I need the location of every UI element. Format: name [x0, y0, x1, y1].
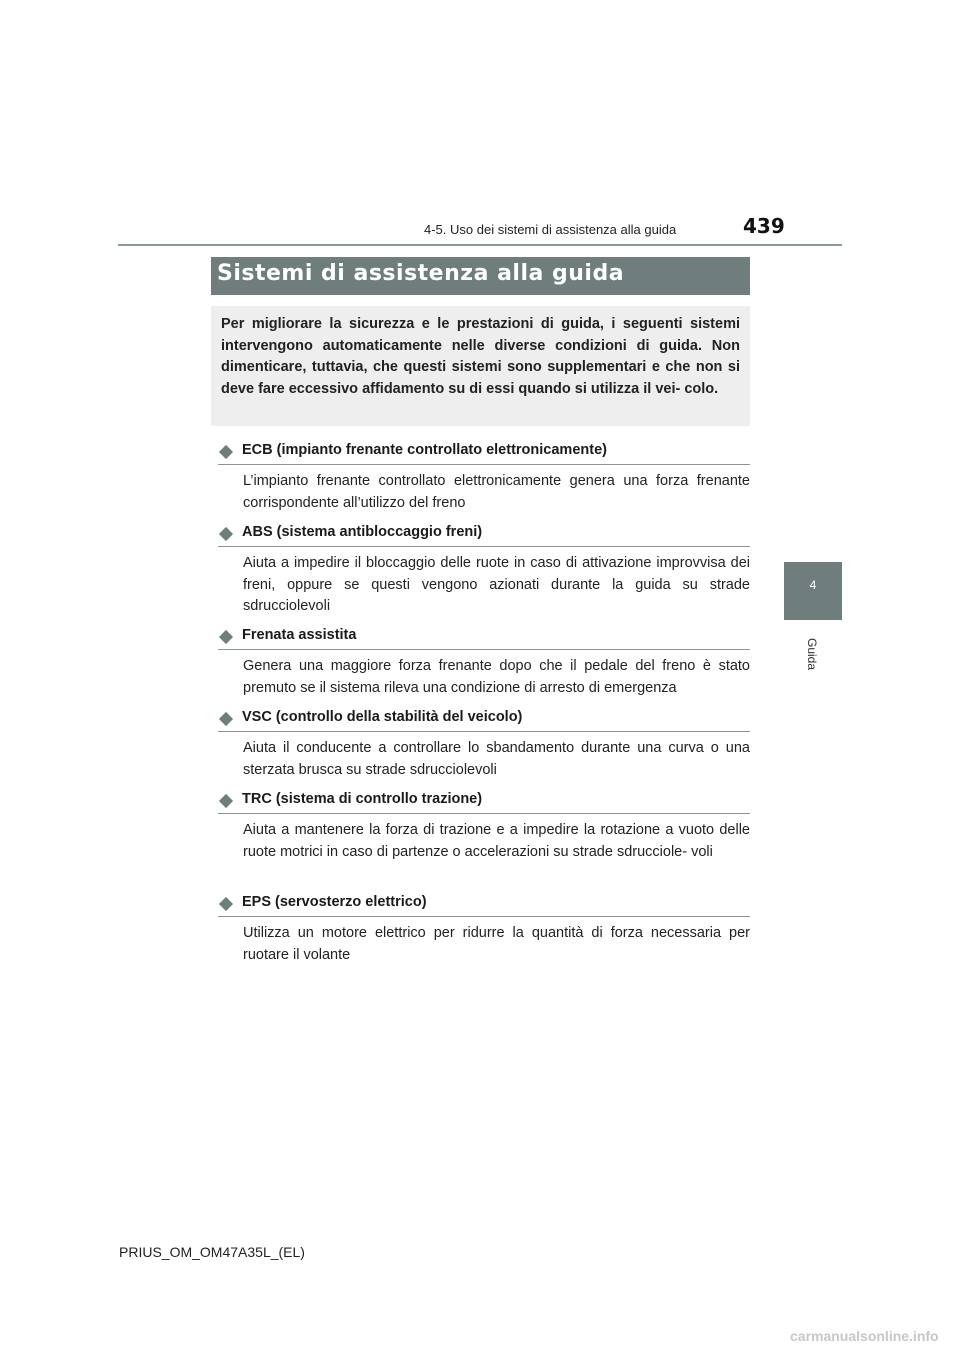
item-heading	[218, 709, 750, 732]
page-number: 439	[743, 214, 785, 238]
item-heading	[218, 524, 750, 547]
system-item-vsc	[218, 709, 750, 781]
item-title: VSC (controllo della stabilità del veicolo)	[242, 709, 523, 725]
system-item-eps	[218, 894, 750, 966]
item-description: Aiuta il conducente a controllare lo sbandamento durante una curva o una sterzata brusca su strade sdrucciolevoli	[243, 740, 750, 778]
item-heading	[218, 894, 750, 917]
item-description: Aiuta a mantenere la forza di trazione e a impedire la rotazione a vuoto delle ruote motrici in caso di partenze o accelerazioni su strade sdrucciole- voli	[243, 822, 750, 860]
system-item-trc	[218, 791, 750, 863]
intro-box	[211, 306, 750, 426]
chapter-tab-label: Guida	[805, 637, 819, 671]
item-description: Utilizza un motore elettrico per ridurre la quantità di forza necessaria per ruotare il volante	[243, 925, 750, 963]
section-title: Sistemi di assistenza alla guida	[217, 261, 625, 286]
diamond-bullet-icon	[219, 712, 233, 726]
running-header-section: 4-5. Uso dei sistemi di assistenza alla guida	[424, 222, 677, 237]
item-title: TRC (sistema di controllo trazione)	[242, 791, 483, 807]
watermark: carmanualsonline.info	[790, 1328, 939, 1344]
system-item-brake-assist	[218, 627, 750, 699]
manual-code: PRIUS_OM_OM47A35L_(EL)	[119, 1244, 305, 1260]
header-divider	[118, 244, 842, 246]
chapter-tab-number: 4	[809, 578, 817, 592]
item-heading	[218, 791, 750, 814]
diamond-bullet-icon	[219, 794, 233, 808]
diamond-bullet-icon	[219, 527, 233, 541]
item-heading	[218, 627, 750, 650]
diamond-bullet-icon	[219, 630, 233, 644]
item-title: ECB (impianto frenante controllato elettronicamente)	[242, 442, 607, 458]
system-item-ecb	[218, 442, 750, 514]
diamond-bullet-icon	[219, 897, 233, 911]
item-title: Frenata assistita	[242, 627, 357, 643]
item-title: ABS (sistema antibloccaggio freni)	[242, 524, 483, 540]
section-title-bar	[211, 257, 750, 295]
intro-text: Per migliorare la sicurezza e le prestazioni di guida, i seguenti sistemi intervengono automaticamente nelle diverse condizioni di guida. Non dimenticare, tuttavia, che questi sistemi sono supplementari e che non si deve fare eccessivo affidamento su di essi quando si utilizza il vei- colo.	[221, 316, 740, 397]
item-heading	[218, 442, 750, 465]
diamond-bullet-icon	[219, 445, 233, 459]
item-description: Genera una maggiore forza frenante dopo che il pedale del freno è stato premuto se il sistema rileva una condizione di arresto di emergenza	[243, 658, 750, 696]
system-item-abs	[218, 524, 750, 618]
item-title: EPS (servosterzo elettrico)	[242, 894, 427, 910]
item-description: Aiuta a impedire il bloccaggio delle ruote in caso di attivazione improvvisa dei freni, oppure se questi vengono azionati durante la guida su strade sdrucciolevoli	[243, 555, 750, 614]
item-description: L’impianto frenante controllato elettronicamente genera una forza frenante corrispondente all’utilizzo del freno	[243, 473, 750, 511]
chapter-tab[interactable]	[784, 562, 842, 620]
